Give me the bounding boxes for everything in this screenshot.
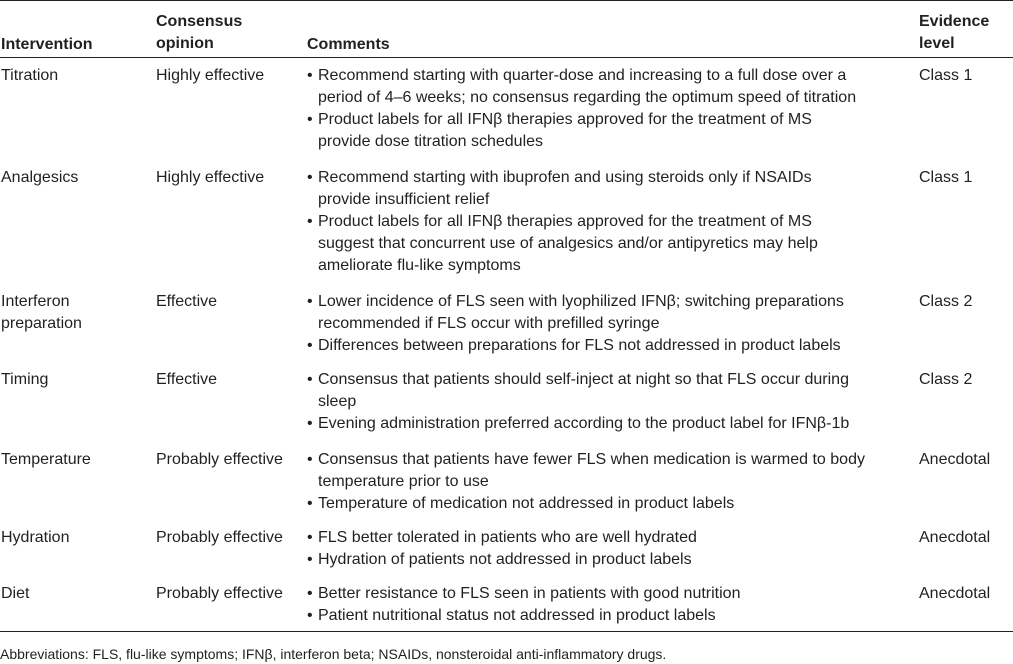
consensus-cell: Effective xyxy=(156,293,218,310)
bullet-point: • xyxy=(307,451,313,468)
comment-bullet xyxy=(307,369,849,413)
bullet-point: • xyxy=(307,169,313,186)
top-rule xyxy=(0,0,1013,1)
comment-text-line: Evening administration preferred according to the product label for IFNβ-1b xyxy=(318,415,850,432)
intervention-cell: Timing xyxy=(1,371,49,388)
comment-text-line: ameliorate flu-like symptoms xyxy=(318,257,521,274)
comment-text-line: Hydration of patients not addressed in product labels xyxy=(318,551,692,568)
header-consensus-line2: opinion xyxy=(156,35,214,52)
evidence-cell: Anecdotal xyxy=(919,585,991,602)
header-evidence-line2: level xyxy=(919,35,955,52)
comment-bullet xyxy=(307,449,865,493)
comment-bullet xyxy=(307,109,812,153)
comment-text-line: suggest that concurrent use of analgesics and/or antipyretics may help xyxy=(318,235,818,252)
evidence-cell: Class 2 xyxy=(919,371,973,388)
intervention-cell: Analgesics xyxy=(1,169,79,186)
comment-bullet xyxy=(307,65,856,109)
consensus-cell: Highly effective xyxy=(156,67,265,84)
comment-text-line: FLS better tolerated in patients who are well hydrated xyxy=(318,529,697,546)
comment-bullet xyxy=(307,605,716,627)
intervention-cell: Temperature xyxy=(1,451,91,468)
intervention-cell: Titration xyxy=(1,67,59,84)
comment-bullet xyxy=(307,167,812,211)
bullet-point: • xyxy=(307,337,313,354)
bottom-rule xyxy=(0,631,1013,632)
evidence-cell: Anecdotal xyxy=(919,451,991,468)
consensus-cell: Highly effective xyxy=(156,169,265,186)
comment-bullet xyxy=(307,291,844,335)
intervention-cell: Interferon xyxy=(1,293,70,310)
consensus-cell: Probably effective xyxy=(156,585,283,602)
bullet-point: • xyxy=(307,529,313,546)
comment-text-line: recommended if FLS occur with prefilled syringe xyxy=(318,315,660,332)
comment-text-line: Temperature of medication not addressed in product labels xyxy=(318,495,735,512)
intervention-cell: Hydration xyxy=(1,529,70,546)
header-intervention: Intervention xyxy=(1,36,93,53)
comment-text-line: Differences between preparations for FLS not addressed in product labels xyxy=(318,337,841,354)
bullet-point: • xyxy=(307,213,313,230)
header-consensus-line1: Consensus xyxy=(156,13,243,30)
consensus-cell: Probably effective xyxy=(156,451,283,468)
consensus-cell: Effective xyxy=(156,371,218,388)
comment-text-line: Better resistance to FLS seen in patients with good nutrition xyxy=(318,585,741,602)
comment-text-line: provide insufficient relief xyxy=(318,191,490,208)
intervention-cell: Diet xyxy=(1,585,30,602)
comment-bullet xyxy=(307,211,818,277)
bullet-point: • xyxy=(307,371,313,388)
comment-text-line: Recommend starting with quarter-dose and increasing to a full dose over a xyxy=(318,67,847,84)
comment-bullet xyxy=(307,413,849,435)
evidence-cell: Class 2 xyxy=(919,293,973,310)
bullet-point: • xyxy=(307,551,313,568)
evidence-cell: Class 1 xyxy=(919,169,973,186)
comment-bullet xyxy=(307,335,841,357)
bullet-point: • xyxy=(307,293,313,310)
header-rule xyxy=(0,57,1013,58)
bullet-point: • xyxy=(307,585,313,602)
intervention-cell: preparation xyxy=(1,315,82,332)
comment-text-line: period of 4–6 weeks; no consensus regarding the optimum speed of titration xyxy=(318,89,857,106)
comment-bullet xyxy=(307,493,734,515)
comment-bullet xyxy=(307,527,697,549)
comment-text-line: Patient nutritional status not addressed in product labels xyxy=(318,607,716,624)
comment-text-line: Consensus that patients have fewer FLS when medication is warmed to body xyxy=(318,451,865,468)
evidence-cell: Anecdotal xyxy=(919,529,991,546)
comment-text-line: Consensus that patients should self-inject at night so that FLS occur during xyxy=(318,371,849,388)
bullet-point: • xyxy=(307,111,313,128)
comment-text-line: Product labels for all IFNβ therapies approved for the treatment of MS xyxy=(318,213,812,230)
comment-text-line: sleep xyxy=(318,393,357,410)
header-comments: Comments xyxy=(307,36,390,53)
comment-text-line: Lower incidence of FLS seen with lyophilized IFNβ; switching preparations xyxy=(318,293,844,310)
bullet-point: • xyxy=(307,67,313,84)
comment-text-line: Recommend starting with ibuprofen and using steroids only if NSAIDs xyxy=(318,169,812,186)
header-evidence-line1: Evidence xyxy=(919,13,990,30)
bullet-point: • xyxy=(307,607,313,624)
comment-text-line: temperature prior to use xyxy=(318,473,489,490)
evidence-cell: Class 1 xyxy=(919,67,973,84)
comment-text-line: provide dose titration schedules xyxy=(318,133,544,150)
footnote: Abbreviations: FLS, flu-like symptoms; IFNβ, interferon beta; NSAIDs, nonsteroidal anti-inflammatory drugs. xyxy=(0,646,667,662)
comment-bullet xyxy=(307,549,692,571)
comment-bullet xyxy=(307,583,740,605)
bullet-point: • xyxy=(307,415,313,432)
comment-text-line: Product labels for all IFNβ therapies approved for the treatment of MS xyxy=(318,111,812,128)
bullet-point: • xyxy=(307,495,313,512)
consensus-cell: Probably effective xyxy=(156,529,283,546)
